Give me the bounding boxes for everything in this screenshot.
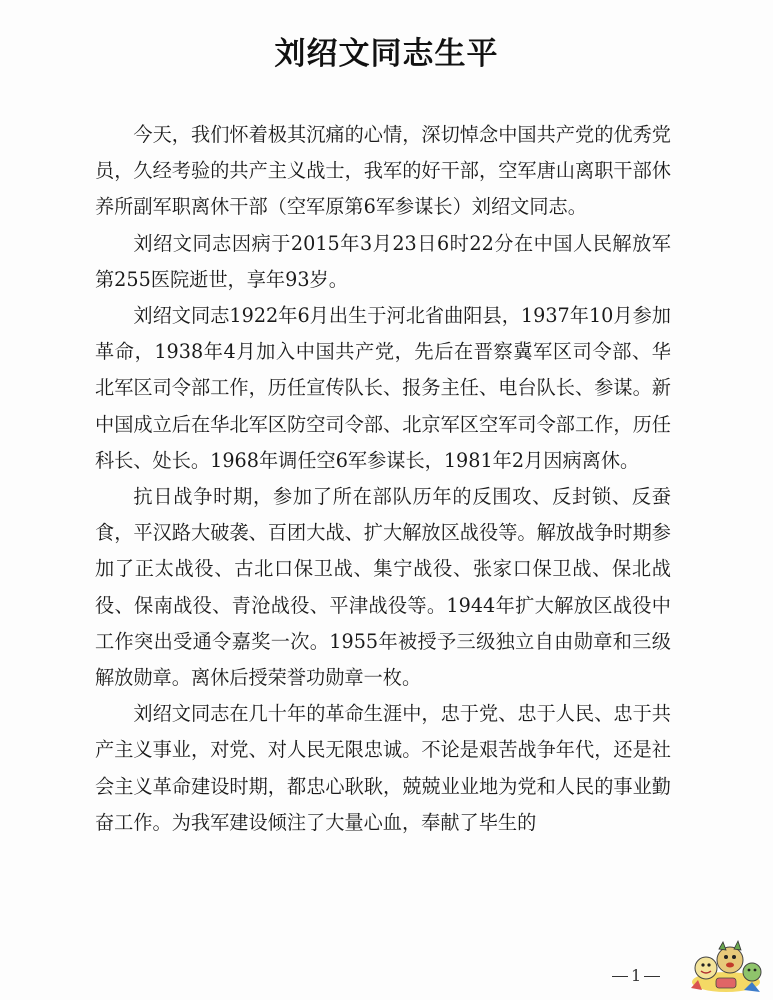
page-number-value: 1 bbox=[631, 966, 642, 985]
page-number bbox=[612, 966, 660, 985]
paragraph-career: 刘绍文同志1922年6月出生于河北省曲阳县，1937年10月参加革命，1938年4月加入中国共产党，先后在晋察冀军区司令部、华北军区司令部工作，历任宣传队长、报务主任、电台队长、参谋。新中国成立后在华北军区防空司令部、北京军区空军司令部工作，历任科长、处长。1968年调任空6军参谋长，1981年2月因病离休。 bbox=[95, 304, 671, 472]
document-title: 刘绍文同志生平 bbox=[274, 36, 499, 72]
document-body bbox=[95, 117, 671, 841]
cartoon-sticker-icon bbox=[686, 930, 766, 996]
paragraph-dedication: 刘绍文同志在几十年的革命生涯中，忠于党、忠于人民、忠于共产主义事业，对党、对人民无限忠诚。不论是艰苦战争年代，还是社会主义革命建设时期，都忠心耿耿，兢兢业业地为党和人民的事业勤奋工作。为我军建设倾注了大量心血，奉献了毕生的 bbox=[95, 702, 671, 834]
paragraph-wartime: 抗日战争时期，参加了所在部队历年的反围攻、反封锁、反蚕食，平汉路大破袭、百团大战、扩大解放区战役等。解放战争时期参加了正太战役、古北口保卫战、集宁战役、张家口保卫战、保北战役、保南战役、青沧战役、平津战役等。1944年扩大解放区战役中工作突出受通令嘉奖一次。1955年被授予三级独立自由勋章和三级解放勋章。离休后授荣誉功勋章一枚。 bbox=[95, 485, 671, 690]
page-number-dash-right bbox=[644, 976, 660, 977]
paragraph-death: 刘绍文同志因病于2015年3月23日6时22分在中国人民解放军第255医院逝世，享年93岁。 bbox=[95, 231, 671, 291]
paragraph-opening: 今天，我们怀着极其沉痛的心情，深切悼念中国共产党的优秀党员，久经考验的共产主义战士，我军的好干部，空军唐山离职干部休养所副军职离休干部（空军原第6军参谋长）刘绍文同志。 bbox=[95, 123, 671, 219]
page-number-dash-left bbox=[612, 976, 628, 977]
